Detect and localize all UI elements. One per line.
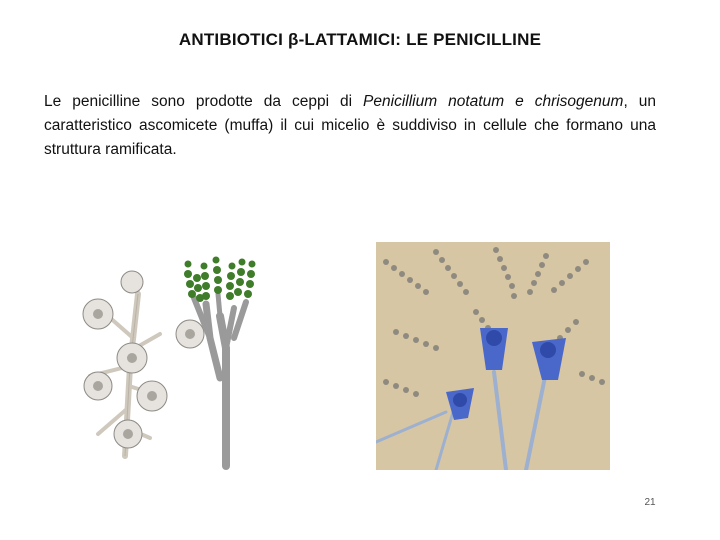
body-text-1: Le penicilline sono prodotte da ceppi di	[44, 93, 364, 110]
penicillium-illustration	[70, 238, 270, 470]
body-italic-species: Penicillium notatum e chrisogenum	[363, 93, 624, 110]
page-number: 21	[644, 497, 656, 508]
penicillium-conidiophore-drawing-icon	[70, 238, 270, 470]
penicillium-micrograph-icon	[376, 242, 610, 470]
penicillium-micrograph	[376, 242, 610, 470]
slide-title: ANTIBIOTICI β-LATTAMICI: LE PENICILLINE	[178, 30, 542, 49]
body-text-2: , un caratteristico ascomicete (muffa) il cui micelio è suddiviso in cellule che formano una struttura ramificata.	[44, 93, 656, 158]
body-paragraph	[44, 90, 656, 162]
